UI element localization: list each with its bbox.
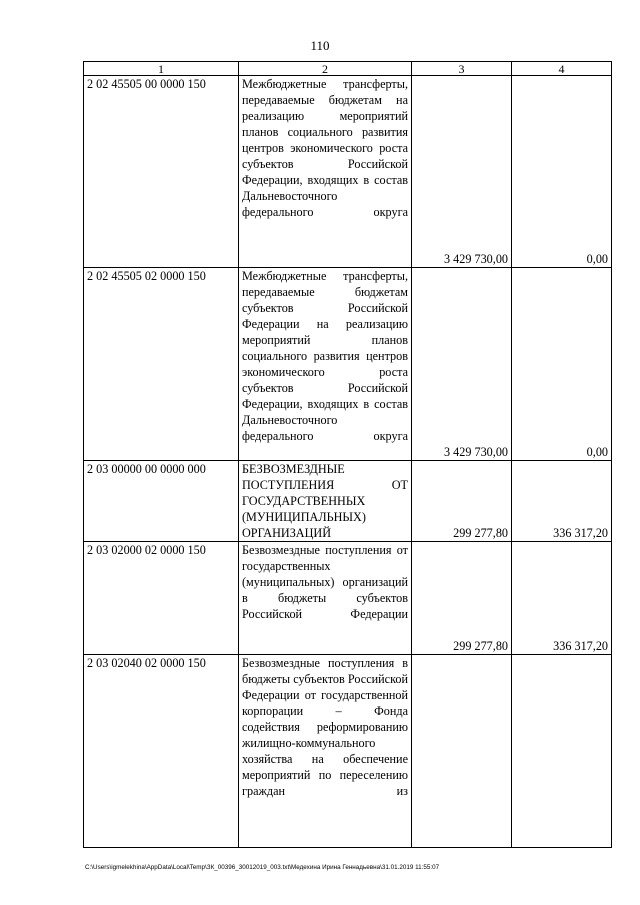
amount-col3: 299 277,80 (412, 542, 512, 655)
income-name: БЕЗВОЗМЕЗДНЫЕ ПОСТУПЛЕНИЯ ОТ ГОСУДАРСТВЕННЫХ (МУНИЦИПАЛЬНЫХ) ОРГАНИЗАЦИЙ (239, 461, 412, 542)
amount-col4: 0,00 (512, 268, 612, 461)
budget-code: 2 03 02000 02 0000 150 (84, 542, 239, 655)
budget-table (83, 61, 612, 848)
table-row (84, 461, 612, 542)
amount-col4: 0,00 (512, 76, 612, 268)
amount-col4: 336 317,20 (512, 542, 612, 655)
income-name: Межбюджетные трансферты, передаваемые бюджетам субъектов Российской Федерации на реализацию мероприятий планов социального развития центров экономического роста субъектов Российской Федерации, входящих в состав Дальневосточного федерального округа (239, 268, 412, 461)
amount-col4 (512, 655, 612, 848)
budget-code: 2 02 45505 00 0000 150 (84, 76, 239, 268)
column-header: 1 (84, 62, 239, 76)
amount-col3 (412, 655, 512, 848)
income-name: Безвозмездные поступления от государственных (муниципальных) организаций в бюджеты субъектов Российской Федерации (239, 542, 412, 655)
budget-code: 2 03 00000 00 0000 000 (84, 461, 239, 542)
budget-code: 2 03 02040 02 0000 150 (84, 655, 239, 848)
header-row (84, 62, 612, 76)
income-name: Межбюджетные трансферты, передаваемые бюджетам на реализацию мероприятий планов социального развития центров экономического роста субъектов Российской Федерации, входящих в состав Дальневосточного федерального округа (239, 76, 412, 268)
budget-code: 2 02 45505 02 0000 150 (84, 268, 239, 461)
table-row (84, 76, 612, 268)
column-header: 4 (512, 62, 612, 76)
amount-col4: 336 317,20 (512, 461, 612, 542)
amount-col3: 299 277,80 (412, 461, 512, 542)
page-number: 110 (310, 38, 330, 53)
table-row (84, 655, 612, 848)
amount-col3: 3 429 730,00 (412, 268, 512, 461)
table-row (84, 542, 612, 655)
amount-col3: 3 429 730,00 (412, 76, 512, 268)
column-header: 2 (239, 62, 412, 76)
income-name: Безвозмездные поступления в бюджеты субъектов Российской Федерации от государственной корпорации – Фонда содействия реформированию жилищно-коммунального хозяйства на обеспечение мероприятий по переселению граждан из (239, 655, 412, 848)
table-row (84, 268, 612, 461)
document-path-footer: C:\Users\igmelekhina\AppData\Local\Temp\ЗК_00396_30012019_003.txt\Медехина Ирина Геннадьевна\31.01.2019 11:55:07 (85, 864, 440, 871)
column-header: 3 (412, 62, 512, 76)
